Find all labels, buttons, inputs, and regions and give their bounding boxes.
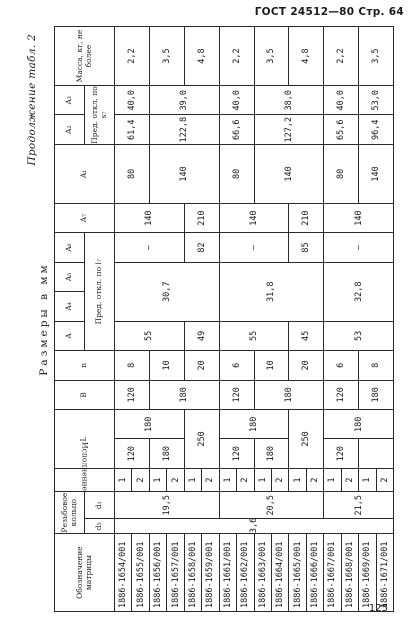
L-cell: 250 bbox=[184, 410, 219, 469]
A6-cell: — bbox=[324, 233, 394, 262]
designation-cell: 1886-1667/001 bbox=[324, 534, 341, 612]
col-n: n bbox=[55, 351, 115, 380]
designation-cell: 1886-1669/001 bbox=[359, 534, 376, 612]
designation-cell: 1886-1668/001 bbox=[341, 534, 358, 612]
mass-cell: 4,8 bbox=[184, 27, 219, 86]
A-cell: 55 bbox=[219, 321, 289, 350]
designation-cell: 1886-1655/001 bbox=[132, 534, 149, 612]
A1-cell: 140 bbox=[359, 144, 394, 203]
d1-cell: 20,5 bbox=[219, 492, 324, 519]
A1-cell: 80 bbox=[219, 144, 254, 203]
A2-cell: 61,4 bbox=[115, 115, 150, 144]
A2-cell: 127,2 bbox=[254, 115, 324, 144]
execution-cell: 1 bbox=[359, 468, 376, 491]
A2-cell: 66,6 bbox=[219, 115, 254, 144]
table-body bbox=[115, 27, 394, 612]
L-cell: 120 bbox=[324, 439, 359, 468]
n-cell: 8 bbox=[115, 351, 150, 380]
col-thread-group: Резьбовое кольцо bbox=[55, 492, 85, 534]
mass-cell: 4,8 bbox=[289, 27, 324, 86]
B-cell: 180 bbox=[149, 380, 219, 409]
A-cell: 55 bbox=[115, 321, 185, 350]
A3-cell: 53,0 bbox=[359, 86, 394, 115]
A7-cell: 210 bbox=[289, 203, 324, 232]
table-caption: Продолжение табл. 2 bbox=[26, 34, 38, 166]
execution-cell: 1 bbox=[254, 468, 271, 491]
mass-cell: 2,2 bbox=[219, 27, 254, 86]
L-cell: 180 bbox=[149, 439, 184, 468]
A-cell: 49 bbox=[184, 321, 219, 350]
A1-cell: 80 bbox=[324, 144, 359, 203]
col-designation: Обозначение матрицы bbox=[55, 534, 115, 612]
designation-cell: 1886-1657/001 bbox=[167, 534, 184, 612]
designation-cell: 1886-1658/001 bbox=[184, 534, 201, 612]
n-cell: 10 bbox=[254, 351, 289, 380]
execution-cell: 2 bbox=[202, 468, 219, 491]
L-cell: 180 bbox=[219, 410, 289, 439]
col-A6: A₆ bbox=[55, 233, 85, 262]
dimensions-table bbox=[54, 26, 394, 612]
L-cell bbox=[359, 439, 394, 468]
execution-cell: 1 bbox=[149, 468, 166, 491]
A3-cell: 40,0 bbox=[324, 86, 359, 115]
n-cell: 20 bbox=[184, 351, 219, 380]
col-A3: A₃ bbox=[55, 86, 85, 115]
A4-cell: 31,8 bbox=[219, 262, 324, 321]
n-cell: 6 bbox=[324, 351, 359, 380]
table-title: Размеры в мм bbox=[38, 262, 50, 376]
n-cell: 8 bbox=[359, 351, 394, 380]
A2-cell: 122,8 bbox=[149, 115, 219, 144]
A1-cell: 140 bbox=[254, 144, 324, 203]
B-cell: 120 bbox=[324, 380, 359, 409]
L-cell: 120 bbox=[115, 439, 150, 468]
mass-cell: 2,2 bbox=[115, 27, 150, 86]
execution-cell: 2 bbox=[132, 468, 149, 491]
mass-cell: 2,2 bbox=[324, 27, 359, 86]
n-cell: 6 bbox=[219, 351, 254, 380]
rotated-table-area bbox=[24, 26, 396, 612]
B-cell: 120 bbox=[115, 380, 150, 409]
mass-cell: 3,5 bbox=[149, 27, 184, 86]
A7-cell: 210 bbox=[184, 203, 219, 232]
designation-cell: 1886-1663/001 bbox=[254, 534, 271, 612]
A-cell: 45 bbox=[289, 321, 324, 350]
A3-cell: 38,0 bbox=[254, 86, 324, 115]
A3-cell: 40,0 bbox=[115, 86, 150, 115]
A1-cell: 80 bbox=[115, 144, 150, 203]
col-A2: A₂ bbox=[55, 115, 85, 144]
designation-cell: 1886-1661/001 bbox=[219, 534, 236, 612]
designation-cell: 1886-1659/001 bbox=[202, 534, 219, 612]
execution-cell: 2 bbox=[376, 468, 393, 491]
execution-cell: 2 bbox=[341, 468, 358, 491]
d5-cell: 3,6 bbox=[115, 519, 394, 534]
n-cell: 10 bbox=[149, 351, 184, 380]
page-header: ГОСТ 24512—80 Стр. 64 bbox=[254, 6, 404, 18]
col-B: B bbox=[55, 380, 115, 409]
B-cell: 120 bbox=[219, 380, 254, 409]
designation-cell: 1886-1664/001 bbox=[271, 534, 288, 612]
A-cell: 53 bbox=[324, 321, 394, 350]
execution-cell: 1 bbox=[324, 468, 341, 491]
col-d1: d₁ bbox=[85, 492, 115, 519]
execution-cell: 2 bbox=[306, 468, 323, 491]
execution-cell: 2 bbox=[271, 468, 288, 491]
col-execution: Исполнение bbox=[55, 468, 115, 491]
col-A5: A₅ bbox=[55, 262, 85, 291]
col-A1: A₁ bbox=[55, 144, 115, 203]
A2-cell: 65,6 bbox=[324, 115, 359, 144]
col-mass: Масса, кг, не более bbox=[55, 27, 115, 86]
L-cell: 180 bbox=[324, 410, 394, 439]
execution-cell: 2 bbox=[167, 468, 184, 491]
n-cell: 20 bbox=[289, 351, 324, 380]
table-row bbox=[115, 27, 132, 612]
col-tol-it7: Пред. откл. по l₇ bbox=[85, 233, 115, 351]
A4-cell: 30,7 bbox=[115, 262, 220, 321]
A3-cell: 39,0 bbox=[149, 86, 219, 115]
designation-cell: 1886-1671/001 bbox=[376, 534, 393, 612]
designation-cell: 1886-1666/001 bbox=[306, 534, 323, 612]
L-cell: 180 bbox=[115, 410, 185, 439]
A7-cell: 140 bbox=[324, 203, 394, 232]
execution-cell: 1 bbox=[289, 468, 306, 491]
A7-cell: 140 bbox=[219, 203, 289, 232]
execution-cell: 1 bbox=[184, 468, 201, 491]
A6-cell: — bbox=[115, 233, 185, 262]
execution-cell: 1 bbox=[115, 468, 132, 491]
A6-cell: 82 bbox=[184, 233, 219, 262]
designation-cell: 1886-1662/001 bbox=[237, 534, 254, 612]
execution-cell: 2 bbox=[237, 468, 254, 491]
A2-cell: 96,4 bbox=[359, 115, 394, 144]
B-cell: 180 bbox=[254, 380, 324, 409]
L-cell: 120 bbox=[219, 439, 254, 468]
designation-cell: 1886-1656/001 bbox=[149, 534, 166, 612]
col-A7: A₇ bbox=[55, 203, 115, 232]
col-A: A bbox=[55, 321, 85, 350]
designation-cell: 1886-1654/001 bbox=[115, 534, 132, 612]
execution-cell: 1 bbox=[219, 468, 236, 491]
d1-cell: 21,5 bbox=[324, 492, 394, 519]
mass-cell: 3,5 bbox=[254, 27, 289, 86]
A1-cell: 140 bbox=[149, 144, 219, 203]
A3-cell: 40,0 bbox=[219, 86, 254, 115]
A6-cell: — bbox=[219, 233, 289, 262]
L-cell: 250 bbox=[289, 410, 324, 469]
L-cell: 180 bbox=[254, 439, 289, 468]
col-L: L bbox=[55, 410, 115, 469]
mass-cell: 3,5 bbox=[359, 27, 394, 86]
col-A4: A₄ bbox=[55, 292, 85, 321]
A7-cell: 140 bbox=[115, 203, 185, 232]
B-cell: 180 bbox=[359, 380, 394, 409]
page-number: 125 bbox=[368, 603, 388, 614]
col-d5: d₅ bbox=[85, 519, 115, 534]
d1-cell: 19,5 bbox=[115, 492, 220, 519]
A6-cell: 85 bbox=[289, 233, 324, 262]
A4-cell: 32,8 bbox=[324, 262, 394, 321]
designation-cell: 1886-1665/001 bbox=[289, 534, 306, 612]
col-tol-s7: Пред. откл. по s₇ bbox=[85, 86, 115, 145]
